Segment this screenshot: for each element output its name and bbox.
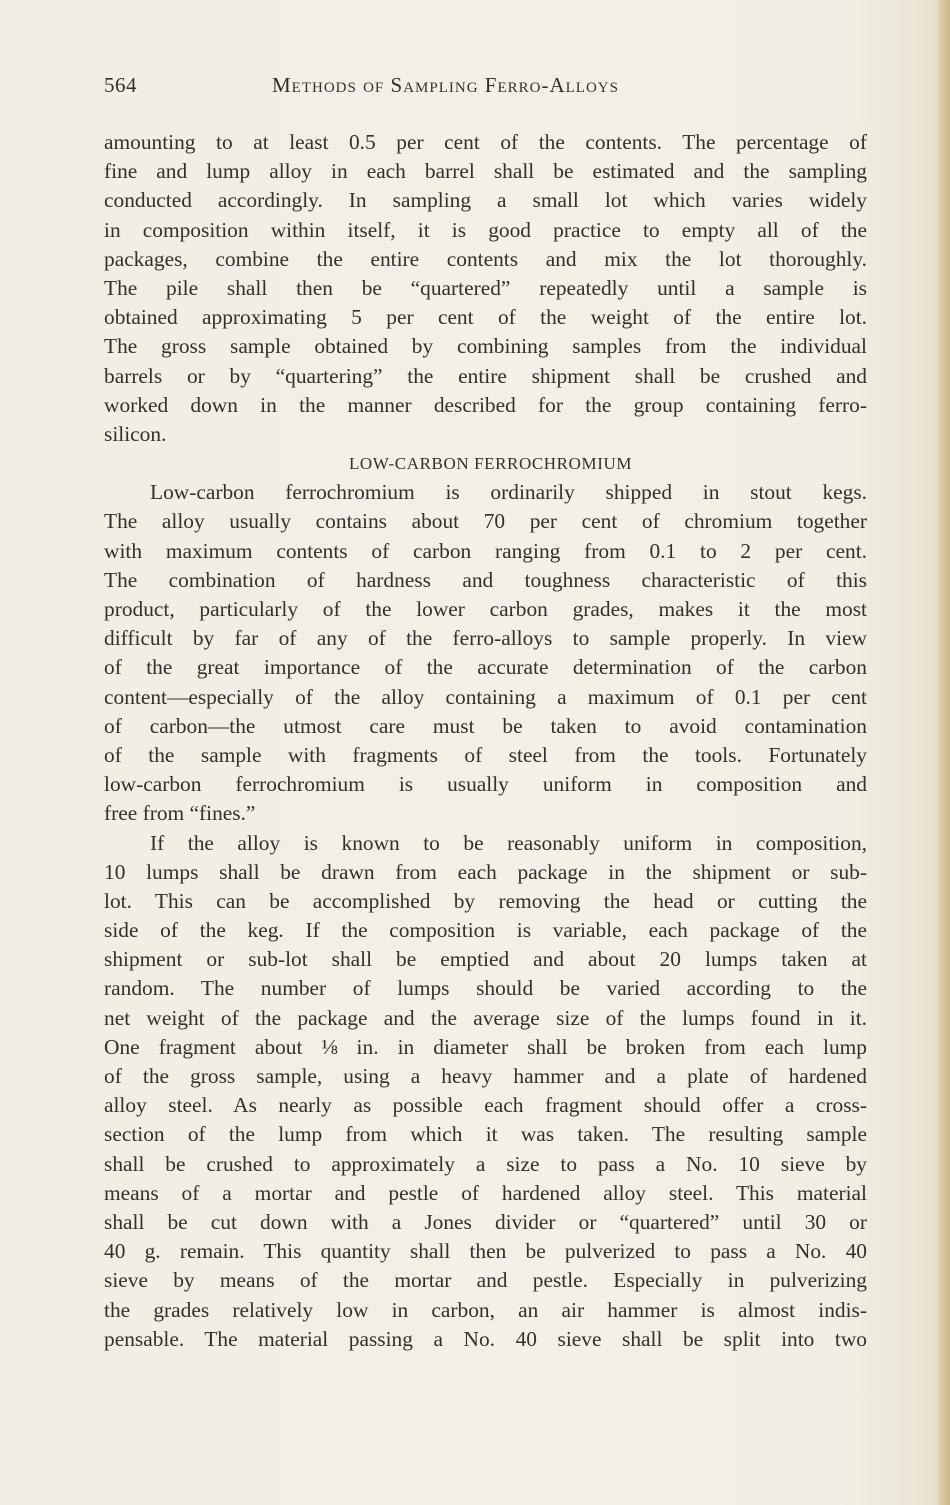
text-line: alloy steel. As nearly as possible each fragment should offer a cross- xyxy=(104,1093,867,1118)
text-line: obtained approximating 5 per cent of the weight of the entire lot. xyxy=(104,305,867,330)
text-line: side of the keg. If the composition is variable, each package of the xyxy=(104,918,867,943)
page-spine-edge xyxy=(936,0,950,1505)
text-line: silicon. xyxy=(104,421,167,446)
text-line: The alloy usually contains about 70 per cent of chromium together xyxy=(104,509,867,534)
page-number: 564 xyxy=(104,73,137,97)
text-line: The pile shall then be “quartered” repeatedly until a sample is xyxy=(104,275,867,300)
body-text xyxy=(104,128,867,1354)
page-header xyxy=(104,73,869,103)
text-line: content—especially of the alloy containing a maximum of 0.1 per cent xyxy=(104,684,867,709)
text-line: with maximum contents of carbon ranging from 0.1 to 2 per cent. xyxy=(104,538,867,563)
text-line: lot. This can be accomplished by removing the head or cutting the xyxy=(104,888,867,913)
text-line: fine and lump alloy in each barrel shall be estimated and the sampling xyxy=(104,159,867,184)
text-line: shall be crushed to approximately a size to pass a No. 10 sieve by xyxy=(104,1151,867,1176)
text-line: means of a mortar and pestle of hardened alloy steel. This material xyxy=(104,1180,867,1205)
text-line: If the alloy is known to be reasonably uniform in composition, xyxy=(150,830,867,855)
text-line: sieve by means of the mortar and pestle. Especially in pulverizing xyxy=(104,1268,867,1293)
text-line: conducted accordingly. In sampling a small lot which varies widely xyxy=(104,188,867,213)
section-heading: LOW-CARBON FERROCHROMIUM xyxy=(348,454,633,474)
text-line: free from “fines.” xyxy=(104,801,256,826)
running-head: Methods of Sampling Ferro-Alloys xyxy=(272,73,619,97)
text-line: worked down in the manner described for the group containing ferro- xyxy=(104,392,867,417)
text-line: The combination of hardness and toughness characteristic of this xyxy=(104,567,867,592)
text-line: random. The number of lumps should be varied according to the xyxy=(104,976,867,1001)
text-line: difficult by far of any of the ferro-alloys to sample properly. In view xyxy=(104,626,867,651)
text-line: in composition within itself, it is good practice to empty all of the xyxy=(104,217,867,242)
text-line: of the sample with fragments of steel from the tools. Fortunately xyxy=(104,742,867,767)
text-line: of the great importance of the accurate determination of the carbon xyxy=(104,655,867,680)
text-line: of carbon—the utmost care must be taken to avoid contamination xyxy=(104,713,867,738)
text-line: shipment or sub-lot shall be emptied and about 20 lumps taken at xyxy=(104,947,867,972)
text-line: amounting to at least 0.5 per cent of the contents. The percentage of xyxy=(104,130,867,154)
text-line: shall be cut down with a Jones divider or “quartered” until 30 or xyxy=(104,1209,867,1234)
text-line: the grades relatively low in carbon, an air hammer is almost indis- xyxy=(104,1297,867,1322)
text-line: pensable. The material passing a No. 40 sieve shall be split into two xyxy=(104,1326,867,1351)
text-line: 10 lumps shall be drawn from each package in the shipment or sub- xyxy=(104,859,867,884)
text-line: Low-carbon ferrochromium is ordinarily shipped in stout kegs. xyxy=(150,480,867,505)
text-line: The gross sample obtained by combining samples from the individual xyxy=(104,334,867,359)
text-line: low-carbon ferrochromium is usually uniform in composition and xyxy=(104,772,867,797)
text-line: barrels or by “quartering” the entire shipment shall be crushed and xyxy=(104,363,867,388)
text-line: One fragment about ⅛ in. in diameter shall be broken from each lump xyxy=(104,1034,867,1059)
text-line: section of the lump from which it was taken. The resulting sample xyxy=(104,1122,867,1147)
text-line: product, particularly of the lower carbon grades, makes it the most xyxy=(104,597,867,621)
text-line: packages, combine the entire contents and mix the lot thoroughly. xyxy=(104,246,867,271)
text-line: of the gross sample, using a heavy hammer and a plate of hardened xyxy=(104,1064,867,1088)
text-line: 40 g. remain. This quantity shall then be pulverized to pass a No. 40 xyxy=(104,1239,867,1264)
text-line: net weight of the package and the average size of the lumps found in it. xyxy=(104,1005,867,1030)
